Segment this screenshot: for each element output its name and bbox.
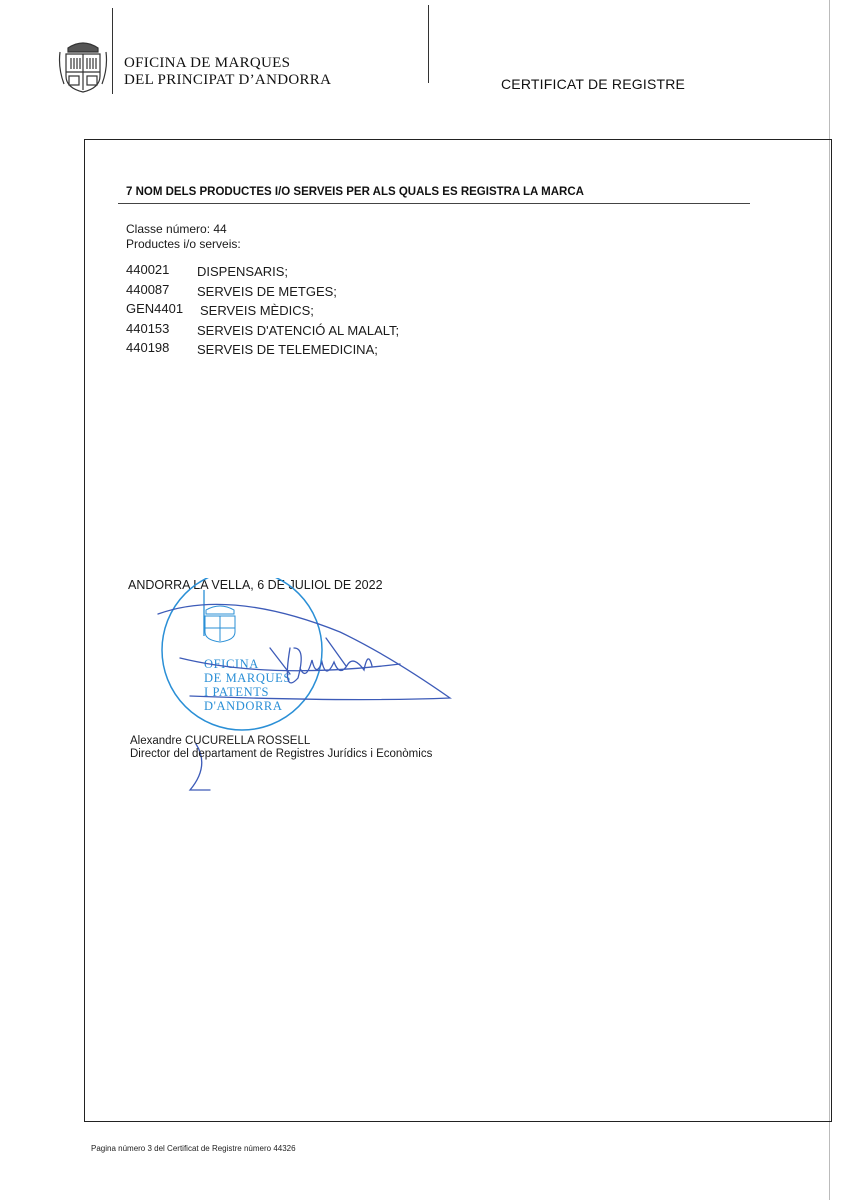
office-name-line2: DEL PRINCIPAT D’ANDORRA — [124, 72, 332, 88]
section-divider — [118, 203, 750, 204]
item-code: 440021 — [126, 262, 170, 277]
office-name-line1: OFICINA DE MARQUES — [124, 55, 291, 71]
stamp-text-line4: D'ANDORRA — [204, 699, 283, 713]
item-description: SERVEIS DE TELEMEDICINA; — [197, 342, 378, 357]
coat-of-arms-icon — [58, 38, 108, 94]
item-code: 440198 — [126, 340, 170, 355]
item-code: GEN4401 — [126, 301, 184, 316]
header-divider-right — [428, 5, 429, 83]
page-footer: Pagina número 3 del Certificat de Registre número 44326 — [91, 1144, 296, 1153]
place-and-date: ANDORRA LA VELLA, 6 DE JULIOL DE 2022 — [128, 578, 383, 592]
item-description: SERVEIS MÈDICS; — [200, 303, 314, 318]
section-title: 7 NOM DELS PRODUCTES I/O SERVEIS PER ALS QUALS ES REGISTRA LA MARCA — [126, 186, 584, 198]
signer-title: Director del departament de Registres Jurídics i Econòmics — [130, 748, 433, 760]
stamp-text-line3: I PATENTS — [204, 685, 270, 699]
office-name — [124, 55, 331, 89]
item-description: SERVEIS DE METGES; — [197, 283, 337, 299]
official-stamp — [150, 578, 470, 798]
item-description: SERVEIS D'ATENCIÓ AL MALALT; — [197, 322, 400, 338]
header-divider-left — [112, 8, 113, 94]
handwritten-signature — [158, 604, 450, 790]
stamp-text-line2: DE MARQUES — [204, 671, 291, 685]
class-number: Classe número: 44 — [126, 222, 227, 236]
signer-block — [130, 735, 432, 761]
signer-name: Alexandre CUCURELLA ROSSELL — [130, 735, 311, 747]
products-label: Productes i/o serveis: — [126, 237, 241, 251]
stamp-text-line1: OFICINA — [204, 657, 259, 671]
item-description: DISPENSARIS; — [197, 264, 289, 279]
stamp-seal — [162, 578, 322, 730]
item-code: 440087 — [126, 281, 170, 297]
document-type: CERTIFICAT DE REGISTRE — [501, 76, 686, 92]
item-code: 440153 — [126, 320, 170, 336]
